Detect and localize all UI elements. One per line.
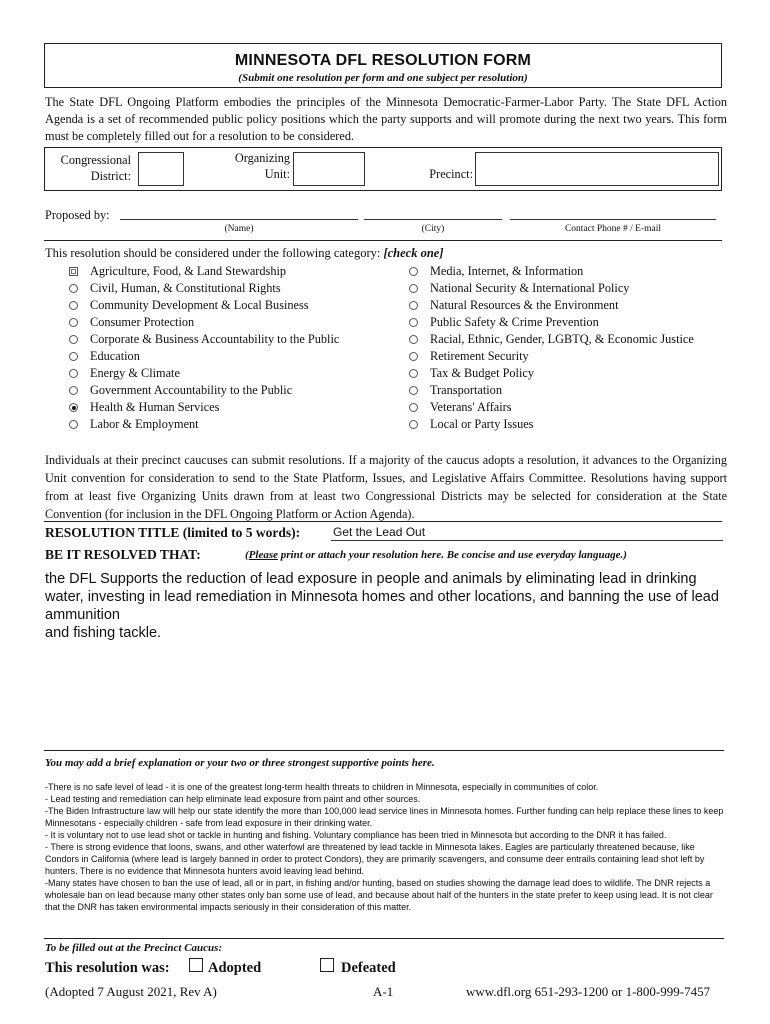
radio-icon[interactable] [69, 335, 78, 344]
category-option-label: Racial, Ethnic, Gender, LGBTQ, & Economic Justice [430, 332, 694, 346]
location-box [44, 147, 722, 191]
support-point: - There is strong evidence that loons, swans, and other waterfowl are threatened by lead tackle in Minnesota lakes. Eagles are particularly threatened because, like Condors in California (where lead is largely banned in order to protect Condors), they are primarily scavengers, and consume deer entrails containing lead shot left by hunters. There is no evidence that Minnesota hunters avoid leaving lead behind. [45, 842, 705, 876]
resolution-title-underline [331, 540, 723, 541]
instruction-rest: print or attach your resolution here. Be concise and use everyday language.) [278, 549, 627, 561]
proposer-contact-line[interactable] [510, 219, 716, 220]
radio-icon[interactable] [69, 369, 78, 378]
category-option-government-accountability-to-the-public[interactable] [68, 382, 398, 399]
form-title: MINNESOTA DFL RESOLUTION FORM [234, 52, 532, 69]
category-option-racial-ethnic-gender-lgbtq-economic-justice[interactable] [408, 331, 738, 348]
category-option-label: Public Safety & Crime Prevention [430, 315, 599, 329]
congressional-district-label [49, 152, 131, 184]
category-heading [45, 246, 444, 261]
radio-icon[interactable] [69, 420, 78, 429]
resolution-body-field[interactable]: the DFL Supports the reduction of lead exposure in people and animals by eliminating lead in drinking water, investing in lead remediation in Minnesota homes and other locations, and banning the use of lead ammunition and fishing tackle. [45, 571, 719, 641]
radio-icon[interactable] [69, 301, 78, 310]
support-heading: You may add a brief explanation or your two or three strongest supportive points here. [45, 757, 435, 769]
adopted-checkbox[interactable] [189, 958, 203, 972]
checkbox-icon[interactable] [69, 267, 78, 276]
radio-icon[interactable] [409, 284, 418, 293]
resolution-instruction [245, 549, 627, 561]
category-option-veterans-affairs[interactable] [408, 399, 738, 416]
adopted-label: Adopted [208, 960, 262, 976]
category-option-label: Natural Resources & the Environment [430, 298, 619, 312]
category-option-education[interactable] [68, 348, 398, 365]
radio-icon[interactable] [409, 318, 418, 327]
process-paragraph: Individuals at their precinct caucuses can submit resolutions. If a majority of the caucus adopts a resolution, it advances to the Organizing Unit convention for consideration to send to the State Platform, Issues, and Legislative Affairs Committee. Resolutions having support from at least five Organizing Units drawn from at least two Congressional Districts may be selected for consideration at the State Convention (for inclusion in the DFL Ongoing Platform or Action Agenda). [45, 453, 727, 521]
radio-icon[interactable] [409, 352, 418, 361]
category-list-right [408, 263, 738, 433]
caucus-heading: To be filled out at the Precinct Caucus: [45, 942, 223, 954]
form-title-box [44, 43, 722, 88]
ou-label-line1: Organizing [234, 151, 290, 165]
defeated-label: Defeated [341, 960, 396, 976]
support-point: - It is voluntary not to use lead shot or tackle in hunting and fishing. Voluntary compliance has been tried in Minnesota but according to the DNR it has failed. [45, 830, 667, 840]
category-option-agriculture-food-land-stewardship[interactable] [68, 263, 398, 280]
defeated-checkbox[interactable] [320, 958, 334, 972]
category-option-label: Health & Human Services [90, 400, 220, 414]
category-list-left [68, 263, 398, 433]
cd-label-line2: District: [90, 169, 131, 183]
resolution-title-field[interactable]: Get the Lead Out [333, 525, 426, 539]
category-option-label: Agriculture, Food, & Land Stewardship [90, 264, 287, 278]
name-caption: (Name) [224, 224, 254, 234]
be-it-resolved-label: BE IT RESOLVED THAT: [45, 547, 201, 562]
category-option-label: National Security & International Policy [430, 281, 630, 295]
category-option-consumer-protection[interactable] [68, 314, 398, 331]
organizing-unit-label [210, 150, 290, 182]
category-option-media-internet-information[interactable] [408, 263, 738, 280]
divider-line [44, 521, 722, 522]
category-option-health-human-services[interactable] [68, 399, 398, 416]
support-point: -There is no safe level of lead - it is one of the greatest long-term health threats to children in Minnesota, especially in communities of color. [45, 782, 599, 792]
precinct-label: Precinct: [429, 167, 473, 181]
category-option-tax-budget-policy[interactable] [408, 365, 738, 382]
cd-label-line1: Congressional [60, 153, 131, 167]
category-heading-text: This resolution should be considered under the following category: [45, 246, 381, 260]
radio-icon[interactable] [69, 352, 78, 361]
category-option-natural-resources-the-environment[interactable] [408, 297, 738, 314]
category-option-corporate-business-accountability-to-the-public[interactable] [68, 331, 398, 348]
category-option-label: Energy & Climate [90, 366, 180, 380]
category-option-label: Education [90, 349, 140, 363]
radio-icon[interactable] [409, 386, 418, 395]
category-option-community-development-local-business[interactable] [68, 297, 398, 314]
radio-icon[interactable] [409, 267, 418, 276]
intro-paragraph: The State DFL Ongoing Platform embodies the principles of the Minnesota Democratic-Farmer-Labor Party. The State DFL Action Agenda is a set of recommended public policy positions which the party supports and will promote during the next two years. This form must be completely filled out for a resolution to be considered. [45, 95, 727, 143]
radio-icon[interactable] [409, 403, 418, 412]
radio-icon[interactable] [69, 386, 78, 395]
radio-icon[interactable] [409, 335, 418, 344]
support-point: - Lead testing and remediation can help eliminate lead exposure from paint and other sources. [45, 794, 421, 804]
resolution-title-label: RESOLUTION TITLE (limited to 5 words): [45, 525, 301, 540]
resolution-was-label: This resolution was: [45, 960, 170, 976]
category-option-label: Corporate & Business Accountability to the Public [90, 332, 340, 346]
category-option-label: Tax & Budget Policy [430, 366, 534, 380]
category-option-transportation[interactable] [408, 382, 738, 399]
contact-caption: Contact Phone # / E-mail [564, 224, 662, 234]
check-one-note: [check one] [383, 246, 444, 260]
organizing-unit-field[interactable] [293, 152, 365, 186]
category-option-civil-human-constitutional-rights[interactable] [68, 280, 398, 297]
support-points-field[interactable] [45, 781, 725, 913]
proposed-by-label: Proposed by: [45, 208, 110, 222]
divider-line [44, 240, 722, 241]
radio-icon[interactable] [69, 318, 78, 327]
instruction-paren: ( [245, 549, 249, 561]
radio-icon[interactable] [69, 284, 78, 293]
proposer-city-line[interactable] [364, 219, 502, 220]
category-option-label: Consumer Protection [90, 315, 195, 329]
category-option-retirement-security[interactable] [408, 348, 738, 365]
category-option-local-or-party-issues[interactable] [408, 416, 738, 433]
category-option-label: Government Accountability to the Public [90, 383, 293, 397]
radio-icon[interactable] [409, 301, 418, 310]
radio-selected-icon[interactable] [69, 403, 78, 412]
radio-icon[interactable] [409, 369, 418, 378]
category-option-labor-employment[interactable] [68, 416, 398, 433]
category-option-label: Veterans' Affairs [430, 400, 512, 414]
contact-info: www.dfl.org 651-293-1200 or 1-800-999-7457 [466, 984, 711, 999]
category-option-energy-climate[interactable] [68, 365, 398, 382]
divider-line [44, 750, 724, 751]
support-point: -Many states have chosen to ban the use of lead, all or in part, in fishing and/or hunting, based on studies showing the damage lead does to wildlife. The DNR rejects a wholesale ban on lead because many other states only ban some use of lead, and because about half of the hunters in the state prefer to keep using lead. It is not clear that the DNR has taken environmental impacts seriously in their consideration of this matter. [45, 878, 713, 912]
ou-label-line2: Unit: [264, 167, 290, 181]
category-option-label: Retirement Security [430, 349, 529, 363]
category-option-label: Labor & Employment [90, 417, 199, 431]
category-option-label: Community Development & Local Business [90, 298, 309, 312]
category-option-label: Civil, Human, & Constitutional Rights [90, 281, 281, 295]
city-caption: (City) [421, 224, 445, 234]
radio-icon[interactable] [409, 420, 418, 429]
category-option-label: Local or Party Issues [430, 417, 534, 431]
support-point: -The Biden Infrastructure law will help our state identify the more than 100,000 lead service lines in Minnesota homes. Further funding can help replace these lines to keep Minnesotans - especially children - safe from lead exposure in their drinking water. [45, 806, 724, 828]
category-option-label: Media, Internet, & Information [430, 264, 584, 278]
congressional-district-field[interactable] [138, 152, 184, 186]
proposer-name-line[interactable] [120, 219, 358, 220]
precinct-field[interactable] [475, 152, 719, 186]
category-option-national-security-international-policy[interactable] [408, 280, 738, 297]
revision-note: (Adopted 7 August 2021, Rev A) [45, 984, 217, 999]
divider-line [44, 938, 724, 939]
category-option-public-safety-crime-prevention[interactable] [408, 314, 738, 331]
category-option-label: Transportation [430, 383, 502, 397]
page-number: A-1 [373, 984, 394, 999]
form-subtitle: (Submit one resolution per form and one subject per resolution) [238, 72, 528, 84]
instruction-please: Please [248, 549, 278, 561]
